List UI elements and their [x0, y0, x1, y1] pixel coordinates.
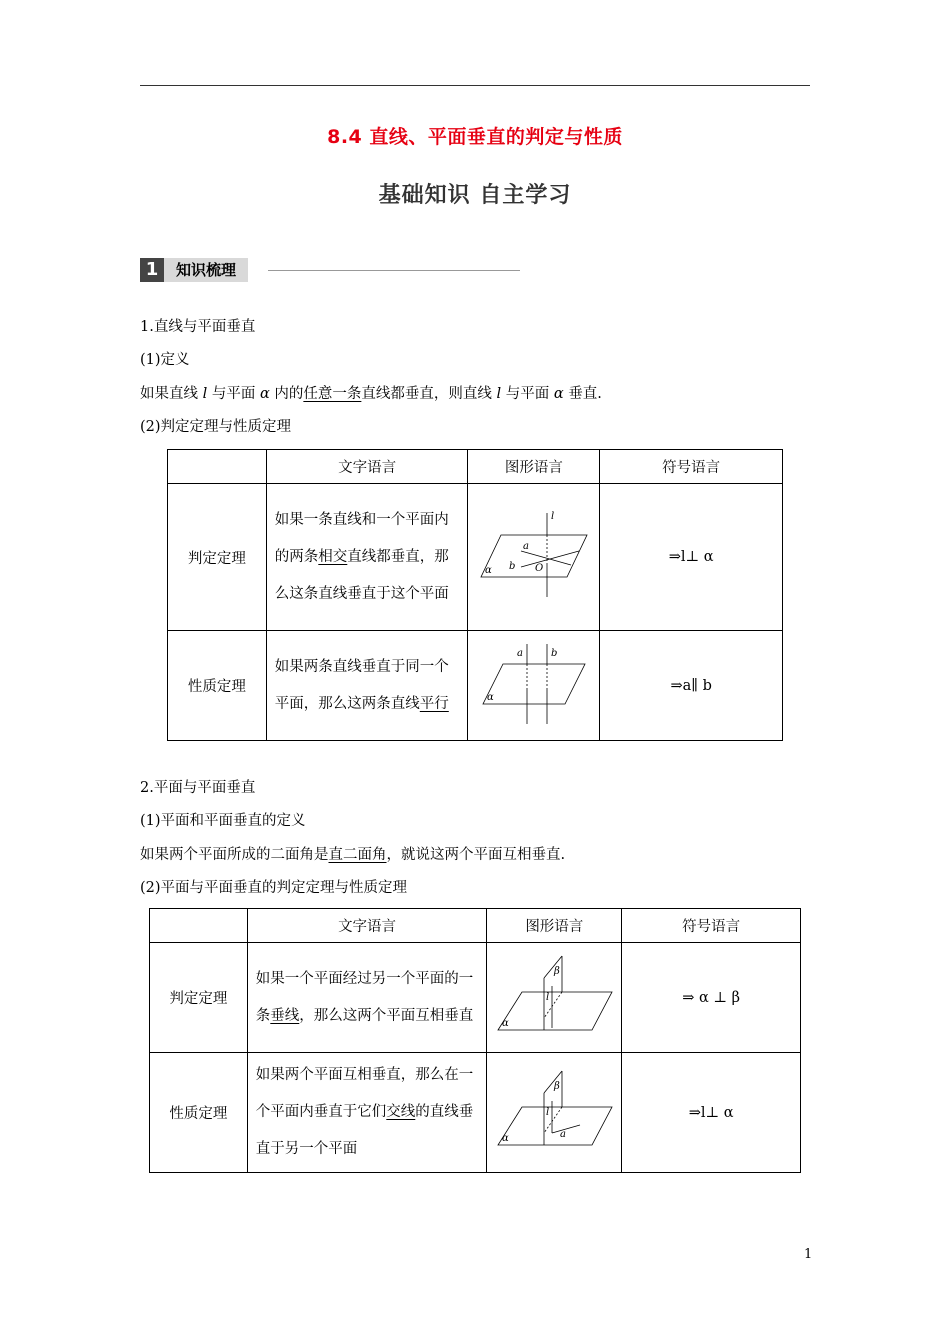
- part1-def-label: (1)定义: [140, 352, 190, 368]
- svg-text:O: O: [534, 563, 544, 574]
- row-text: 如果两条直线垂直于同一个平面，那么这两条直线平行: [266, 631, 468, 741]
- table-header-row: 文字语言 图形语言 符号语言: [168, 450, 783, 484]
- row-symbol: ⇒l⊥ α: [622, 1053, 801, 1173]
- figure-parallel-lines: [468, 631, 600, 741]
- table-row: [150, 1053, 801, 1173]
- svg-text:α: α: [484, 565, 492, 576]
- svg-text:β: β: [554, 965, 561, 977]
- svg-text:b: b: [508, 561, 516, 572]
- row-symbol: ⇒l⊥ α: [600, 484, 783, 631]
- table-row: [168, 631, 783, 741]
- svg-text:l: l: [546, 1106, 550, 1118]
- part1-definition: 如果直线 l 与平面 α 内的任意一条直线都垂直，则直线 l 与平面 α 垂直.: [140, 386, 602, 402]
- svg-text:β: β: [554, 1080, 561, 1092]
- part2-def-keyword: 直二面角: [328, 847, 387, 863]
- row-name: 性质定理: [168, 631, 267, 741]
- section-header: [140, 258, 520, 282]
- section-number: 1: [140, 258, 164, 282]
- part2-definition: 如果两个平面所成的二面角是直二面角，就说这两个平面互相垂直.: [140, 847, 566, 863]
- part2-def-label: (1)平面和平面垂直的定义: [140, 813, 306, 829]
- svg-text:α: α: [502, 1017, 510, 1029]
- figure-plane-perp-plane: [487, 943, 622, 1053]
- top-rule: [140, 85, 810, 86]
- part2-theorem-label: (2)平面与平面垂直的判定定理与性质定理: [140, 880, 408, 896]
- row-keyword: 相交: [318, 548, 348, 565]
- part1-theorem-label: (2)判定定理与性质定理: [140, 419, 292, 435]
- svg-text:a: a: [516, 647, 523, 659]
- row-symbol: ⇒ α ⊥ β: [622, 943, 801, 1053]
- figure-line-perp-plane: [468, 484, 600, 631]
- svg-text:α: α: [486, 691, 494, 703]
- svg-text:α: α: [502, 1132, 510, 1144]
- svg-text:l: l: [546, 991, 550, 1003]
- row-name: 判定定理: [168, 484, 267, 631]
- row-text: 如果两个平面互相垂直，那么在一个平面内垂直于它们交线的直线垂直于另一个平面: [247, 1053, 487, 1173]
- row-keyword: 交线: [386, 1104, 416, 1120]
- figure-plane-perp-property: [487, 1053, 622, 1173]
- svg-text:a: a: [560, 1128, 567, 1140]
- row-text: 如果一条直线和一个平面内的两条相交直线都垂直，那么这条直线垂直于这个平面: [266, 484, 468, 631]
- part1-def-keyword: 任意一条: [303, 386, 362, 402]
- row-name: 性质定理: [150, 1053, 248, 1173]
- table-row: [150, 943, 801, 1053]
- row-text: 如果一个平面经过另一个平面的一条垂线，那么这两个平面互相垂直: [247, 943, 487, 1053]
- svg-text:b: b: [550, 647, 558, 659]
- page-subtitle: 基础知识 自主学习: [378, 183, 572, 208]
- row-symbol: ⇒a∥ b: [600, 631, 783, 741]
- section-label: 知识梳理: [164, 258, 248, 282]
- page-title: 8.4 直线、平面垂直的判定与性质: [327, 126, 623, 148]
- row-keyword: 垂线: [270, 1007, 300, 1024]
- row-keyword: 平行: [419, 695, 449, 712]
- svg-text:a: a: [522, 541, 529, 552]
- part1-heading: 1.直线与平面垂直: [140, 319, 256, 335]
- table-line-plane: [167, 449, 783, 741]
- svg-text:l: l: [550, 511, 555, 522]
- table-plane-plane: [149, 908, 801, 1173]
- part2-heading: 2.平面与平面垂直: [140, 780, 256, 796]
- section-divider: [268, 270, 520, 271]
- page-number: 1: [804, 1247, 813, 1262]
- table-header-row: 文字语言 图形语言 符号语言: [150, 909, 801, 943]
- table-row: [168, 484, 783, 631]
- row-name: 判定定理: [150, 943, 248, 1053]
